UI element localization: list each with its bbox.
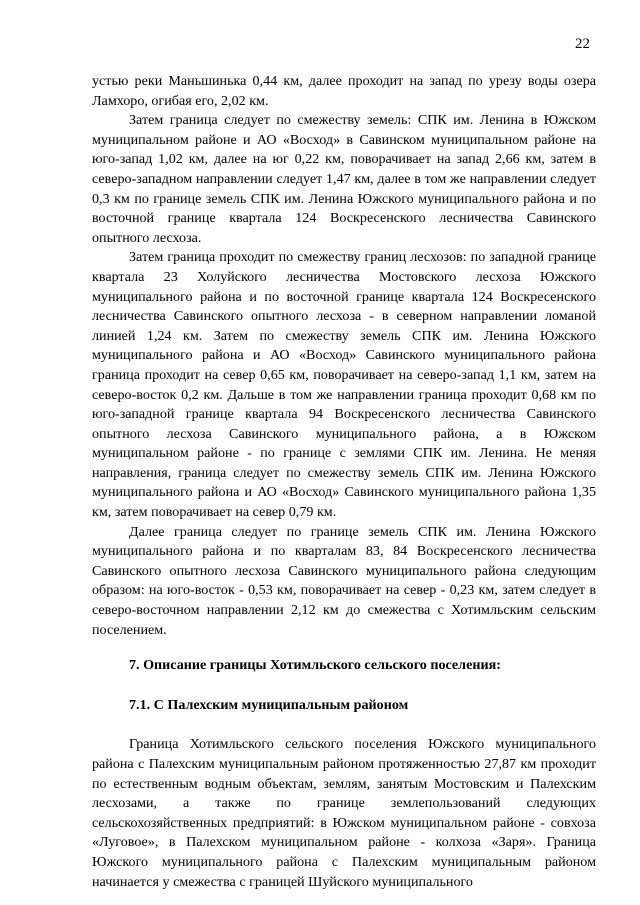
- subsection-heading: 7.1. С Палехским муниципальным районом: [129, 696, 409, 713]
- document-body: [92, 72, 596, 892]
- paragraph: устью реки Маньшинька 0,44 км, далее проходит на запад по урезу воды озера Ламхоро, огибая его, 2,02 км.: [92, 73, 596, 109]
- page-number: 22: [575, 36, 590, 52]
- spacer: [92, 715, 596, 735]
- paragraph: Далее граница следует по границе земель СПК им. Ленина Южского муниципального района и по кварталам 83, 84 Воскресенского лесничества Савинского опытного лесхоза Савинского муниципального района следующим образом: на юго-восток - 0,53 км, поворачивает на север - 0,23 км, затем следует в северо-восточном направлении 2,12 км до смежества с Хотимльским сельским поселением.: [92, 523, 596, 638]
- paragraph: Затем граница проходит по смежеству границ лесхозов: по западной границе квартала 23 Холуйского лесничества Мостовского лесхоза Южского муниципального района и по восточной границе квартала 124 Воскресенского лесничества Савинского опытного лесхоза - в северном направлении ломаной линией 1,24 км. Затем по смежеству земель СПК им. Ленина Южского муниципального района и АО «Восход» Савинского муниципального района граница проходит на север 0,65 км, поворачивает на северо-запад 1,1 км, затем на северо-восток 0,2 км. Дальше в том же направлении граница проходит 0,68 км по юго-западной границе квартала 94 Воскресенского лесничества Савинского опытного лесхоза Савинского муниципального района, а в Южском муниципальном районе - по границе с землями СПК им. Ленина. Не меняя направления, граница следует по смежеству земель СПК им. Ленина Южского муниципального района и АО «Восход» Савинского муниципального района 1,35 км, затем поворачивает на север 0,79 км.: [92, 249, 596, 521]
- paragraph: Затем граница следует по смежеству земель: СПК им. Ленина в Южском муниципальном районе и АО «Восход» в Савинском муниципальном районе на юго-запад 1,02 км, далее на юг 0,22 км, поворачивает на запад 2,66 км, затем в северо-западном направлении следует 1,47 км, далее в том же направлении следует 0,3 км по границе земель СПК им. Ленина Южского муниципального района и по восточной границе квартала 124 Воскресенского лесничества Савинского опытного лесхоза.: [92, 112, 596, 246]
- paragraph: Граница Хотимльского сельского поселения Южского муниципального района с Палехским муниципальным районом протяженностью 27,87 км проходит по естественным водным объектам, землям, занятым Мостовским и Палехским лесхозами, а также по границе землепользований следующих сельскохозяйственных предприятий: в Южском муниципальном районе - совхоза «Луговое», в Палехском муниципальном районе - колхоза «Заря». Граница Южского муниципального района с Палехским муниципальным районом начинается у смежества с границей Шуйского муниципального: [92, 736, 596, 890]
- section-heading: 7. Описание границы Хотимльского сельского поселения:: [129, 657, 501, 674]
- spacer: [92, 676, 596, 696]
- spacer: [92, 640, 596, 656]
